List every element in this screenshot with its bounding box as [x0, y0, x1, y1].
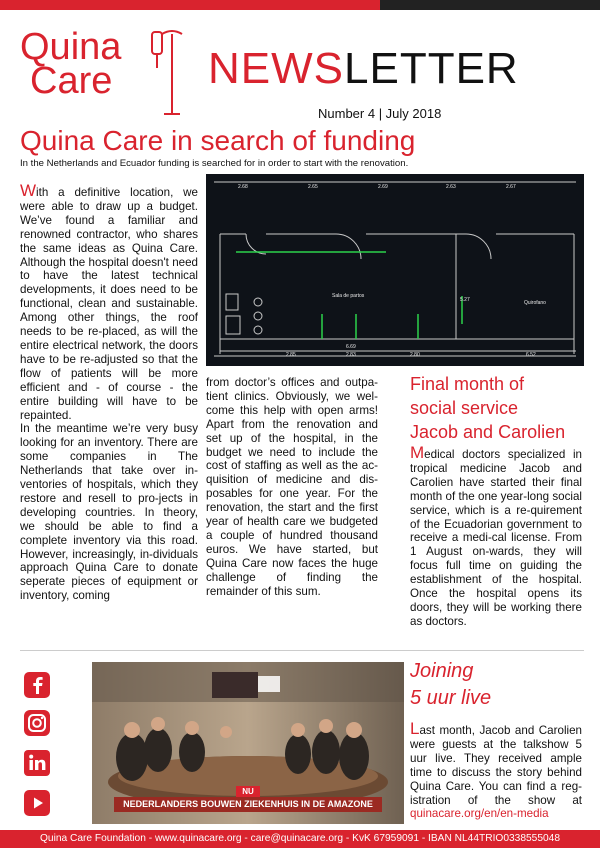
- talkshow-photo: [92, 662, 404, 824]
- media-link[interactable]: quinacare.org/en/en-media: [410, 807, 549, 821]
- social-service-title: [410, 372, 590, 444]
- top-dark-bar: [380, 0, 600, 10]
- instagram-icon[interactable]: [24, 710, 50, 736]
- social-service-title-line3: Jacob and Carolien: [410, 422, 566, 442]
- caption-banner: NEDERLANDERS BOUWEN ZIEKENHUIS IN DE AMAZONE: [114, 797, 382, 812]
- live-title-line2: 5 uur live: [410, 687, 492, 709]
- masthead-news: NEWS: [208, 44, 344, 93]
- social-service-dropcap: M: [410, 443, 425, 462]
- facebook-icon[interactable]: [24, 672, 50, 698]
- room-label-2: Quirofano: [524, 300, 546, 306]
- dim-top-1: 2.68: [238, 184, 248, 190]
- live-title-line1: Joining: [410, 660, 474, 682]
- lead-column-2: from doctor’s offices and outpa-tient clinics. Obviously, we wel-come this help with open arms! Apart from the renovation and set up of the hospital, in the budget we need to include the cost of staffing as well as the ac-quisition of medicine and dis-posables for one year. For the renovation, the start and the first year of health care we budgeted a couple of hundred thousand euros. We have started, but Quina Care now faces the huge challenge of finding the remainder of this sum.: [206, 376, 378, 598]
- floor-plan-image: [206, 174, 584, 366]
- social-service-text: edical doctors specialized in tropical medicine Jacob and Carolien have started their final month of the one year-long social service, which is a re-quirement of the Ecuadorian government to receive a medi-cal license. From 1 August on-wards, they will focus full time on guiding the establishment of the hospital. Once the hospital opens its doors, they will be working there as doctors.: [410, 448, 582, 628]
- floor-plan-drawing: [206, 174, 584, 366]
- dim-top-4: 2.63: [446, 184, 456, 190]
- lead-dropcap: W: [20, 181, 37, 200]
- social-service-title-line1: Final month of: [410, 374, 525, 394]
- talkshow-caption: [100, 786, 396, 812]
- lead-subtitle: In the Netherlands and Ecuador funding is searched for in order to start with the renovation.: [20, 158, 409, 169]
- dim-bottom-4: 6.52: [526, 352, 536, 358]
- dim-bottom-1: 2.85: [286, 352, 296, 358]
- issue-number: Number 4 | July 2018: [318, 106, 442, 121]
- dim-bottom-2: 2.83: [346, 352, 356, 358]
- youtube-icon[interactable]: [24, 790, 50, 816]
- masthead-letter: LETTER: [344, 44, 519, 93]
- quina-care-logo: [20, 28, 200, 118]
- iv-drip-icon: [148, 28, 188, 118]
- lead-paragraph-1: [20, 181, 198, 422]
- lead-headline: Quina Care in search of funding: [20, 125, 416, 156]
- lead-column-1: [20, 181, 198, 603]
- caption-tag: NU: [236, 786, 260, 797]
- live-title: [410, 658, 590, 712]
- section-divider: [20, 650, 584, 651]
- lead-paragraph-2: In the meantime we’re very busy looking for an inventory. There are some companies in The Netherlands that take over in-ventories of hospitals, which they restore and resell to pro-jects in developing countries. In theory, we should be able to find a complete inventory via this road. However, increasingly, in-dividuals approach Quina Care to donate seperate pieces of equipment or inventory, coming: [20, 422, 198, 603]
- logo-word-quina: Quina: [20, 26, 122, 68]
- linkedin-icon[interactable]: [24, 750, 50, 776]
- lead-p1-text: ith a definitive location, we were able to draw up a budget. We’ve found a familiar and renowned contractor, who shares the same ideas as Quina Care. Although the hospital doesn't need to have the latest technical developments, it does need to be functional, clean and sustainable. Among other things, the roof needs to be re-placed, as will the entire electrical network, the doors have to be re-adjusted so that the flow of patients will be more efficient and - of course - the entire building will have to be repainted.: [20, 186, 198, 422]
- dim-top-5: 2.67: [506, 184, 516, 190]
- dim-bottom-3: 2.80: [410, 352, 420, 358]
- live-body: [410, 719, 582, 821]
- dim-top-2: 2.65: [308, 184, 318, 190]
- live-text: ast month, Jacob and Carolien were guests at the talkshow 5 uur live. They received ample time to discuss the story behind Quina Care. You can find a reg-istration of the show at: [410, 724, 582, 807]
- social-service-title-line2: social service: [410, 398, 519, 418]
- live-dropcap: L: [410, 719, 420, 738]
- dim-mid: 6.69: [346, 344, 356, 350]
- social-service-body: [410, 443, 582, 629]
- room-label-1: Sala de partos: [332, 293, 365, 299]
- newsletter-masthead: [208, 44, 519, 94]
- top-accent-bar: [0, 0, 380, 10]
- footer-contact: Quina Care Foundation - www.quinacare.org - care@quinacare.org - KvK 67959091 - IBAN NL44TRIO0338555048: [0, 830, 600, 848]
- logo-word-care: Care: [30, 60, 113, 102]
- dim-top-3: 2.69: [378, 184, 388, 190]
- dim-side: 5.27: [460, 297, 470, 303]
